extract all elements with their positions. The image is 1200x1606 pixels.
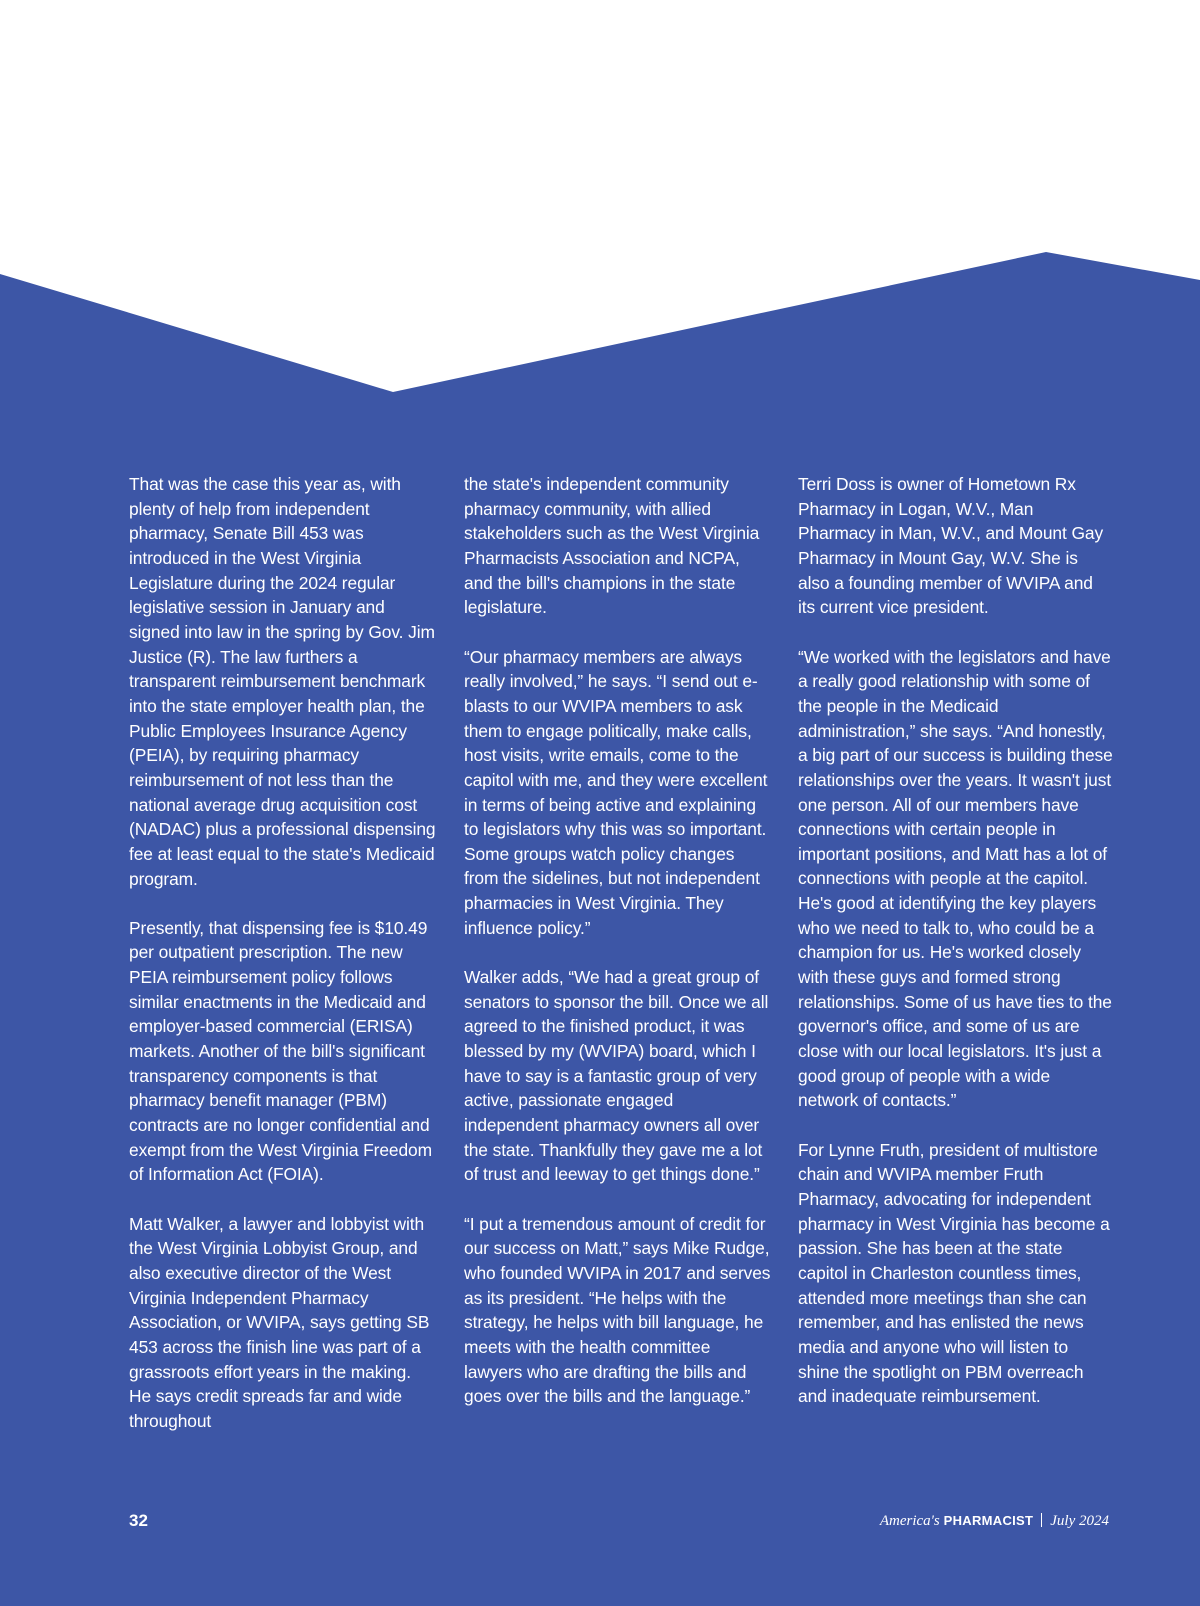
paragraph: “Our pharmacy members are always really involved,” he says. “I send out e-blasts to our WVIPA members to ask them to engage politically, make calls, host visits, write emails, come to the capitol with me, and they were excellent in terms of being active and explaining to legislators why this was so important. Some groups watch policy changes from the sidelines, but not independent pharmacies in West Virginia. They influence policy.” xyxy=(464,646,768,938)
paragraph: “We worked with the legislators and have a really good relationship with some of the people in the Medicaid administration,” she says. “And honestly, a big part of our success is building these relationships over the years. It wasn't just one person. All of our members have connections with certain people in important positions, and Matt has a lot of connections with people at the capitol. He's good at identifying the key players who we need to talk to, who could be a champion for us. He's worked closely with these guys and formed strong relationships. Some of us have ties to the governor's office, and some of us are close with our local legislators. It's just a good group of people with a wide network of contacts.” xyxy=(798,646,1113,1111)
paragraph: Presently, that dispensing fee is $10.49 per outpatient prescription. The new PEIA reimbursement policy follows similar enactments in the Medicaid and employer-based commercial (ERISA) markets. Another of the bill's significant transparency components is that pharmacy benefit manager (PBM) contracts are no longer confidential and exempt from the West Virginia Freedom of Information Act (FOIA). xyxy=(129,917,433,1185)
issue-date: July 2024 xyxy=(1050,1513,1109,1529)
masthead-divider xyxy=(1041,1513,1042,1527)
paragraph: Terri Doss is owner of Hometown Rx Pharmacy in Logan, W.V., Man Pharmacy in Man, W.V., and Mount Gay Pharmacy in Mount Gay, W.V. She is also a founding member of WVIPA and its current vice president. xyxy=(798,474,1104,618)
article-body xyxy=(129,472,1113,1482)
paragraph: “I put a tremendous amount of credit for our success on Matt,” says Mike Rudge, who founded WVIPA in 2017 and serves as its president. “He helps with the strategy, he helps with bill language, he meets with the health committee lawyers who are drafting the bills and goes over the bills and the language.” xyxy=(464,1213,771,1407)
article-column-1 xyxy=(129,472,437,1458)
publication-prefix: America's xyxy=(879,1513,940,1529)
paragraph: the state's independent community pharmacy community, with allied stakeholders such as the West Virginia Pharmacists Association and NCPA, and the bill's champions in the state legislature. xyxy=(464,474,760,618)
publication-masthead xyxy=(880,1512,1109,1530)
publication-name: PHARMACIST xyxy=(943,1513,1034,1528)
paragraph: Matt Walker, a lawyer and lobbyist with the West Virginia Lobbyist Group, and also executive director of the West Virginia Independent Pharmacy Association, or WVIPA, says getting SB 453 across the finish line was part of a grassroots effort years in the making. He says credit spreads far and wide throughout xyxy=(129,1213,430,1431)
paragraph: For Lynne Fruth, president of multistore chain and WVIPA member Fruth Pharmacy, advocating for independent pharmacy in West Virginia has become a passion. She has been at the state capitol in Charleston countless times, attended more meetings than she can remember, and has enlisted the news media and anyone who will listen to shine the spotlight on PBM overreach and inadequate reimbursement. xyxy=(798,1139,1110,1407)
page-number: 32 xyxy=(129,1511,148,1530)
article-column-2 xyxy=(464,472,772,1434)
paragraph: That was the case this year as, with plenty of help from independent pharmacy, Senate Bill 453 was introduced in the West Virginia Legislature during the 2024 regular legislative session in January and signed into law in the spring by Gov. Jim Justice (R). The law furthers a transparent reimbursement benchmark into the state employer health plan, the Public Employees Insurance Agency (PEIA), by requiring pharmacy reimbursement of not less than the national average drug acquisition cost (NADAC) plus a professional dispensing fee at least equal to the state's Medicaid program. xyxy=(129,474,436,889)
paragraph: Walker adds, “We had a great group of senators to sponsor the bill. Once we all agreed to the finished product, it was blessed by my (WVIPA) board, which I have to say is a fantastic group of very active, passionate engaged independent pharmacy owners all over the state. Thankfully they gave me a lot of trust and leeway to get things done.” xyxy=(464,967,769,1185)
article-column-3 xyxy=(798,472,1113,1434)
